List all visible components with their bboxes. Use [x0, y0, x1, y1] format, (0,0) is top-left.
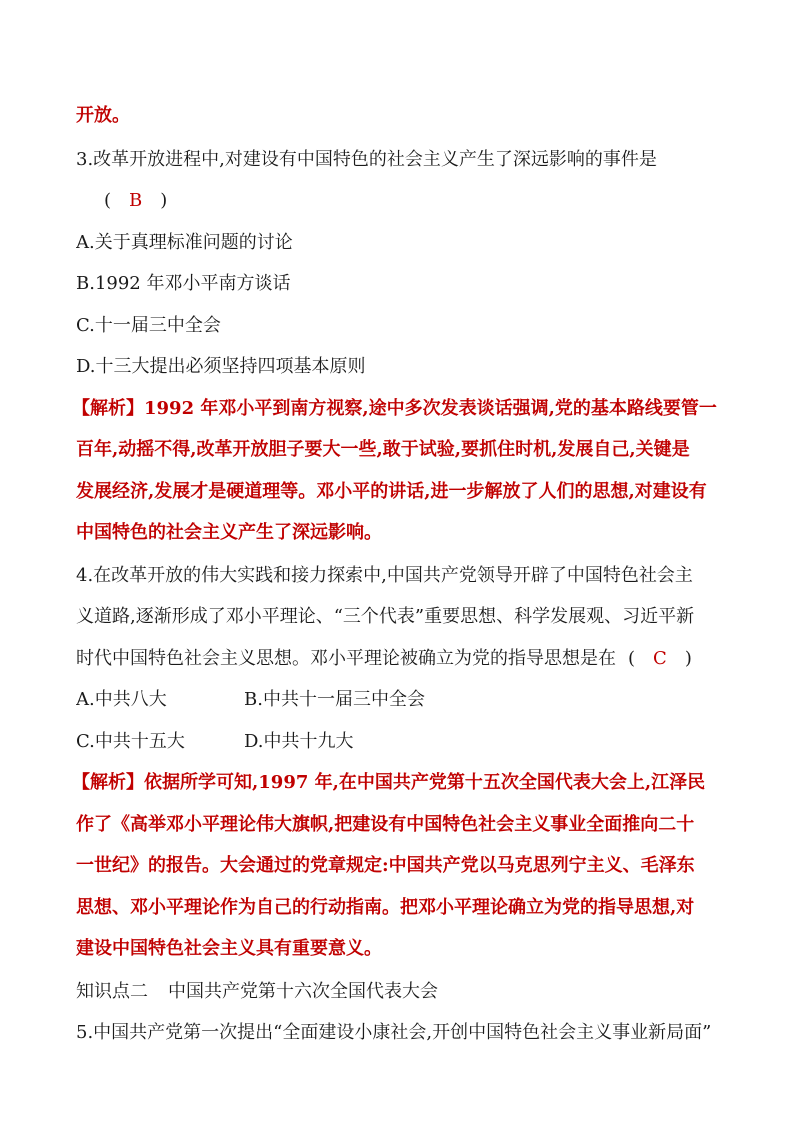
- q4-analysis-line-1: 【解析】依据所学可知,1997 年,在中国共产党第十五次全国代表大会上,江泽民: [72, 772, 706, 793]
- q4-analysis-line-4: 思想、邓小平理论作为自己的行动指南。把邓小平理论确立为党的指导思想,对: [76, 897, 695, 918]
- previous-analysis-tail: 开放。: [76, 105, 130, 126]
- q4-option-d: D.中共十九大: [244, 731, 354, 752]
- q3-analysis-line-2: 百年,动摇不得,改革开放胆子要大一些,敢于试验,要抓住时机,发展自己,关键是: [76, 439, 690, 460]
- q3-answer: B: [129, 190, 143, 211]
- q4-paren-open: (: [628, 648, 636, 669]
- q3-option-a: A.关于真理标准问题的讨论: [76, 232, 293, 253]
- section-title: 中国共产党第十六次全国代表大会: [168, 981, 438, 1002]
- q4-analysis-line-5: 建设中国特色社会主义具有重要意义。: [76, 938, 382, 959]
- q5-stem: 5.中国共产党第一次提出“全面建设小康社会,开创中国特色社会主义事业新局面”: [76, 1022, 712, 1043]
- q4-option-b: B.中共十一届三中全会: [244, 689, 425, 710]
- q3-option-c: C.十一届三中全会: [76, 315, 221, 336]
- q4-answer: C: [653, 648, 667, 669]
- q3-analysis-line-3: 发展经济,发展才是硬道理等。邓小平的讲话,进一步解放了人们的思想,对建设有: [76, 481, 707, 502]
- q4-option-a: A.中共八大: [76, 689, 167, 710]
- q3-analysis-line-1: 【解析】1992 年邓小平到南方视察,途中多次发表谈话强调,党的基本路线要管一: [72, 398, 717, 419]
- q3-analysis-label: 【解析】: [72, 398, 144, 419]
- q3-option-d: D.十三大提出必须坚持四项基本原则: [76, 356, 366, 377]
- q4-options-row-2: [76, 730, 726, 754]
- section-heading: [76, 980, 726, 1004]
- q4-stem-line-1: 4.在改革开放的伟大实践和接力探索中,中国共产党领导开辟了中国特色社会主: [76, 565, 693, 586]
- q3-option-b: B.1992 年邓小平南方谈话: [76, 273, 291, 294]
- q3-paren-open: (: [104, 190, 112, 211]
- q4-stem-line-2: 义道路,逐渐形成了邓小平理论、“三个代表”重要思想、科学发展观、习近平新: [76, 606, 695, 627]
- q4-option-c: C.中共十五大: [76, 731, 185, 752]
- q4-analysis-label: 【解析】: [72, 772, 144, 793]
- q3-answer-parens: [104, 189, 754, 213]
- q4-options-row-1: [76, 688, 726, 712]
- q3-analysis-line-4: 中国特色的社会主义产生了深远影响。: [76, 522, 382, 543]
- q4-paren-close: ): [684, 648, 692, 669]
- q4-analysis-line-2: 作了《高举邓小平理论伟大旗帜,把建设有中国特色社会主义事业全面推向二十: [76, 814, 695, 835]
- section-label: 知识点二: [76, 981, 148, 1002]
- q4-analysis-line-3: 一世纪》的报告。大会通过的党章规定:中国共产党以马克思列宁主义、毛泽东: [76, 855, 695, 876]
- q3-stem: 3.改革开放进程中,对建设有中国特色的社会主义产生了深远影响的事件是: [76, 149, 657, 170]
- q3-paren-close: ): [160, 190, 168, 211]
- q4-stem-line-3: 时代中国特色社会主义思想。邓小平理论被确立为党的指导思想是在 ( C ): [76, 648, 692, 669]
